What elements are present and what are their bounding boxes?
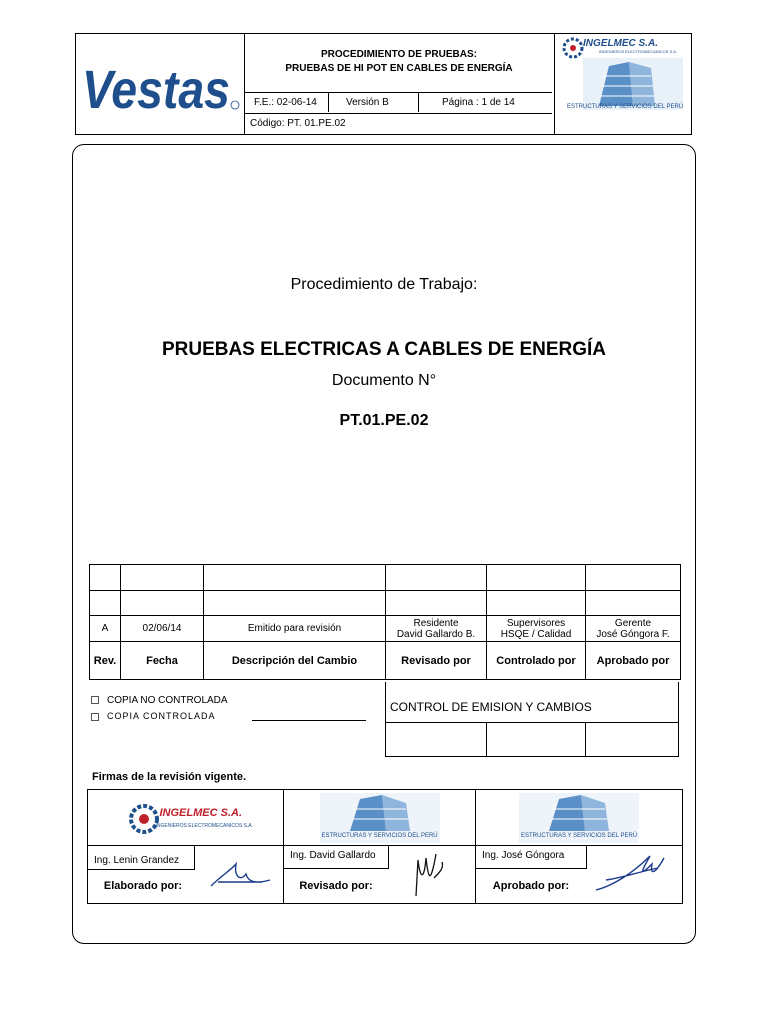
document-number: PT.01.PE.02 [339, 412, 429, 429]
signature-1 [206, 856, 276, 896]
copy-uncontrolled: COPIA NO CONTROLADA [91, 695, 228, 706]
table-row [90, 565, 681, 591]
signer-name-3: Ing. José Góngora [476, 846, 587, 869]
structures-logo: ESTRUCTURAS Y SERVICIOS DEL PERÚ [519, 793, 639, 843]
header-title: PROCEDIMIENTO DE PRUEBAS: PRUEBAS DE HI POT EN CABLES DE ENERGÍA [285, 49, 513, 74]
logos-row [88, 790, 683, 846]
approved-by-label: Aprobado por: [492, 880, 570, 892]
page-number: Página : 1 de 14 [442, 97, 515, 108]
version: Versión B [346, 97, 389, 108]
signer-name-2: Ing. David Gallardo [284, 846, 389, 869]
procedure-subtitle: Procedimiento de Trabajo: [290, 276, 478, 293]
checkbox-icon [91, 713, 99, 721]
document-number-label: Documento N° [331, 372, 437, 389]
ingelmec-logo: INGELMEC S.A. INGENIEROS ELECTROMECANICOS S.A. ESTRUCTURAS Y SERVICIOS DEL PERÚ [559, 36, 687, 113]
reviewed-by-label: Revisado por: [299, 880, 373, 892]
copy-controlled: COPIA CONTROLADA [91, 711, 216, 721]
table-row [90, 591, 681, 616]
copy-control-block [89, 682, 680, 758]
revision-row-a: A 02/06/14 Emitido para revisión Residente David Gallardo B. Supervisores HSQE / Calidad Gerente José Góngora F. [90, 616, 681, 642]
signatures-table [87, 789, 683, 904]
signers-row [88, 846, 683, 904]
signature-3 [592, 850, 672, 900]
structures-logo: ESTRUCTURAS Y SERVICIOS DEL PERÚ [320, 793, 440, 843]
svg-text:Vestas: Vestas [82, 60, 230, 118]
control-title: CONTROL DE EMISION Y CAMBIOS [390, 700, 592, 714]
revision-table [89, 564, 681, 680]
signatures-heading: Firmas de la revisión vigente. [92, 771, 247, 783]
signature-line [252, 720, 366, 721]
vestas-logo [80, 58, 240, 118]
document-header [75, 33, 692, 135]
signature-2 [406, 848, 456, 902]
document-title: PRUEBAS ELECTRICAS A CABLES DE ENERGÍA [161, 339, 607, 360]
revision-header-row: Rev. Fecha Descripción del Cambio Revisado por Controlado por Aprobado por [90, 642, 681, 680]
prepared-by-label: Elaborado por: [103, 880, 183, 892]
document-code: Código: PT. 01.PE.02 [250, 118, 346, 129]
ingelmec-logo: INGELMEC S.A. INGENIEROS ELECTROMECANICOS S.A. [126, 793, 246, 843]
checkbox-icon [91, 696, 99, 704]
issue-date: F.E.: 02-06-14 [254, 97, 317, 108]
signer-name-1: Ing. Lenin Grandez [88, 846, 195, 870]
